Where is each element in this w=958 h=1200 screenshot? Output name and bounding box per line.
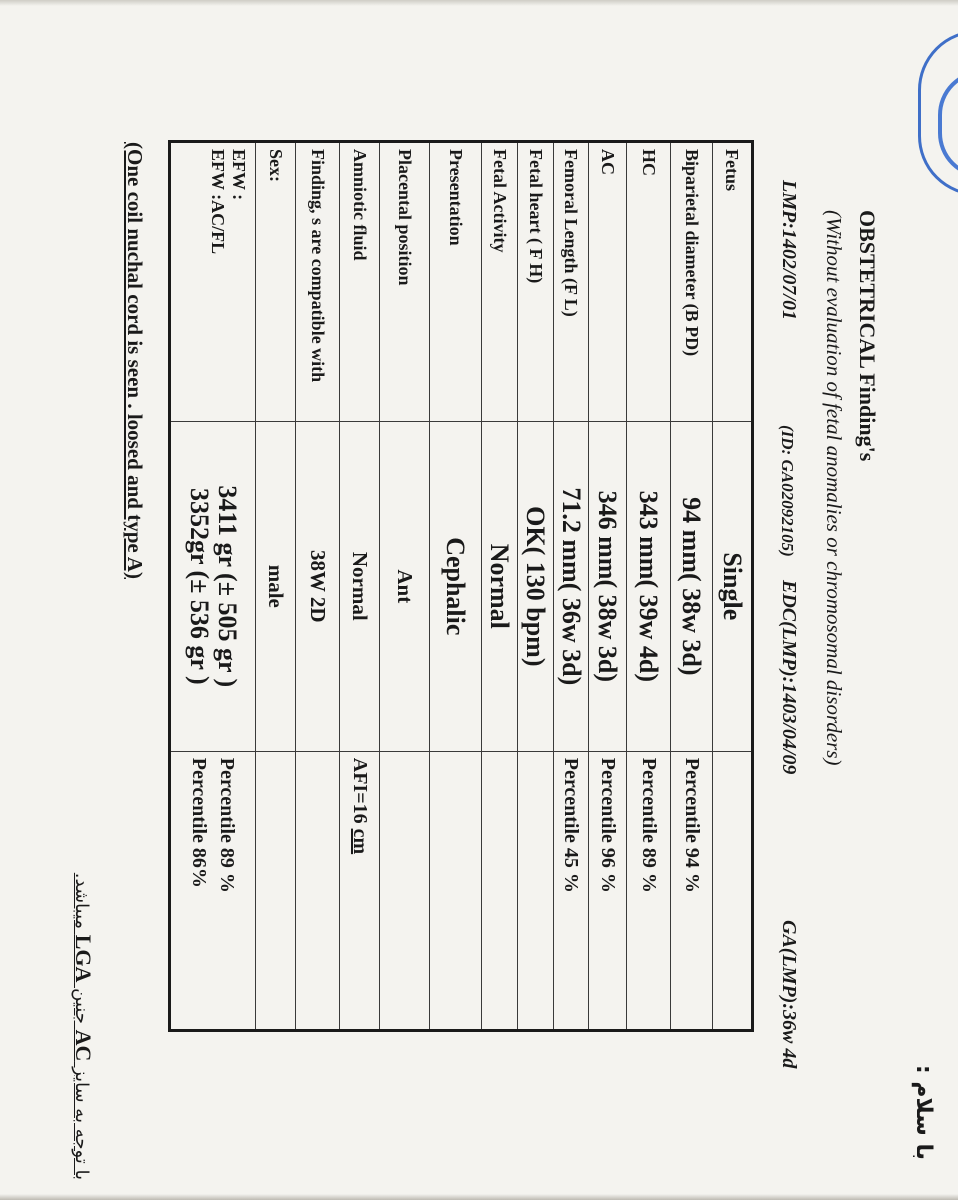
efw-label: EFW : <box>229 149 249 201</box>
table-row <box>713 142 753 1031</box>
table-row <box>380 142 430 1031</box>
row-value: Normal <box>482 421 518 751</box>
row-value: male <box>256 421 296 751</box>
table-row <box>671 142 713 1031</box>
row-value: 346 mm( 38w 3d) <box>589 421 627 751</box>
efw-acfl-label: EFW :AC/FL <box>208 149 228 255</box>
table-row <box>554 142 589 1031</box>
row-extra: Percentile 89 % <box>627 751 671 1030</box>
row-value: 343 mm( 39w 4d) <box>627 421 671 751</box>
lmp-date: LMP:1402/07/01 <box>778 180 800 320</box>
efw-labels <box>170 142 256 422</box>
findings-table <box>168 140 754 1032</box>
table-row <box>482 142 518 1031</box>
row-label: Biparietal diameter (B PD) <box>671 142 713 422</box>
efw-value: 3411 gr (± 505 gr ) <box>213 485 242 688</box>
row-label: HC <box>627 142 671 422</box>
table-row <box>627 142 671 1031</box>
row-value: Cephalic <box>430 421 482 751</box>
row-label: Fetus <box>713 142 753 422</box>
table-row <box>256 142 296 1031</box>
row-value: Normal <box>340 421 380 751</box>
row-extra: Percentile 96 % <box>589 751 627 1030</box>
row-label: Fetal Activity <box>482 142 518 422</box>
efw-acfl-percentile: Percentile 86% <box>188 757 210 888</box>
efw-values <box>170 421 256 751</box>
row-extra <box>430 751 482 1030</box>
row-value: 94 mm( 38w 3d) <box>671 421 713 751</box>
row-value: 71.2 mm( 36w 3d) <box>554 421 589 751</box>
row-extra <box>296 751 340 1030</box>
conclusion-text-1: با توجه به سایز <box>71 1061 92 1180</box>
report-subtitle: (Without evaluation of fetal anomalies or chromosomal disorders) <box>822 210 846 766</box>
row-extra <box>518 751 554 1030</box>
efw-percentile: Percentile 89 % <box>216 757 238 893</box>
row-value: 38W 2D <box>296 421 340 751</box>
table-row <box>340 142 380 1031</box>
row-value: OK( 130 bpm) <box>518 421 554 751</box>
nuchal-cord-note: (One coil nuchal cord is seen . loosed and type A) <box>123 142 147 579</box>
conclusion-text-3: میباشد. <box>71 872 92 935</box>
table-row-efw <box>170 142 256 1031</box>
row-label: Sex: <box>256 142 296 422</box>
row-label: AC <box>589 142 627 422</box>
greeting: با سلام : <box>911 1064 936 1160</box>
row-extra: Percentile 94 % <box>671 751 713 1030</box>
row-extra: Percentile 45 % <box>554 751 589 1030</box>
efw-percentiles <box>170 751 256 1030</box>
row-label: Amniotic fluid <box>340 142 380 422</box>
efw-acfl-value: 3352gr (± 536 gr ) <box>185 487 214 685</box>
conclusion-lga: LGA <box>71 934 96 983</box>
conclusion <box>70 630 96 1180</box>
afi-prefix: AFI=16 <box>349 757 371 829</box>
row-value: Ant <box>380 421 430 751</box>
table-row <box>589 142 627 1031</box>
row-value: Single <box>713 421 753 751</box>
edc-date: EDC(LMP):1403/04/09 <box>778 580 800 775</box>
row-extra <box>482 751 518 1030</box>
gestational-age: GA(LMP):36w 4d <box>778 920 800 1069</box>
patient-id: (ID: GA02092105) <box>778 425 797 557</box>
row-label: Placental position <box>380 142 430 422</box>
report-title: OBSTETRICAL Finding's <box>855 210 880 462</box>
table-row <box>430 142 482 1031</box>
row-extra <box>256 751 296 1030</box>
row-label: Presentation <box>430 142 482 422</box>
row-label: Finding, s are compatible with <box>296 142 340 422</box>
table-row <box>296 142 340 1031</box>
conclusion-ac: AC <box>71 1029 96 1062</box>
row-label: Femoral Length (F L) <box>554 142 589 422</box>
row-label: Fetal heart ( F H) <box>518 142 554 422</box>
row-extra <box>380 751 430 1030</box>
conclusion-text-2: جنین <box>71 982 92 1030</box>
afi-value <box>340 751 380 1030</box>
afi-unit: cm <box>349 828 371 855</box>
table-row <box>518 142 554 1031</box>
row-extra <box>713 751 753 1030</box>
